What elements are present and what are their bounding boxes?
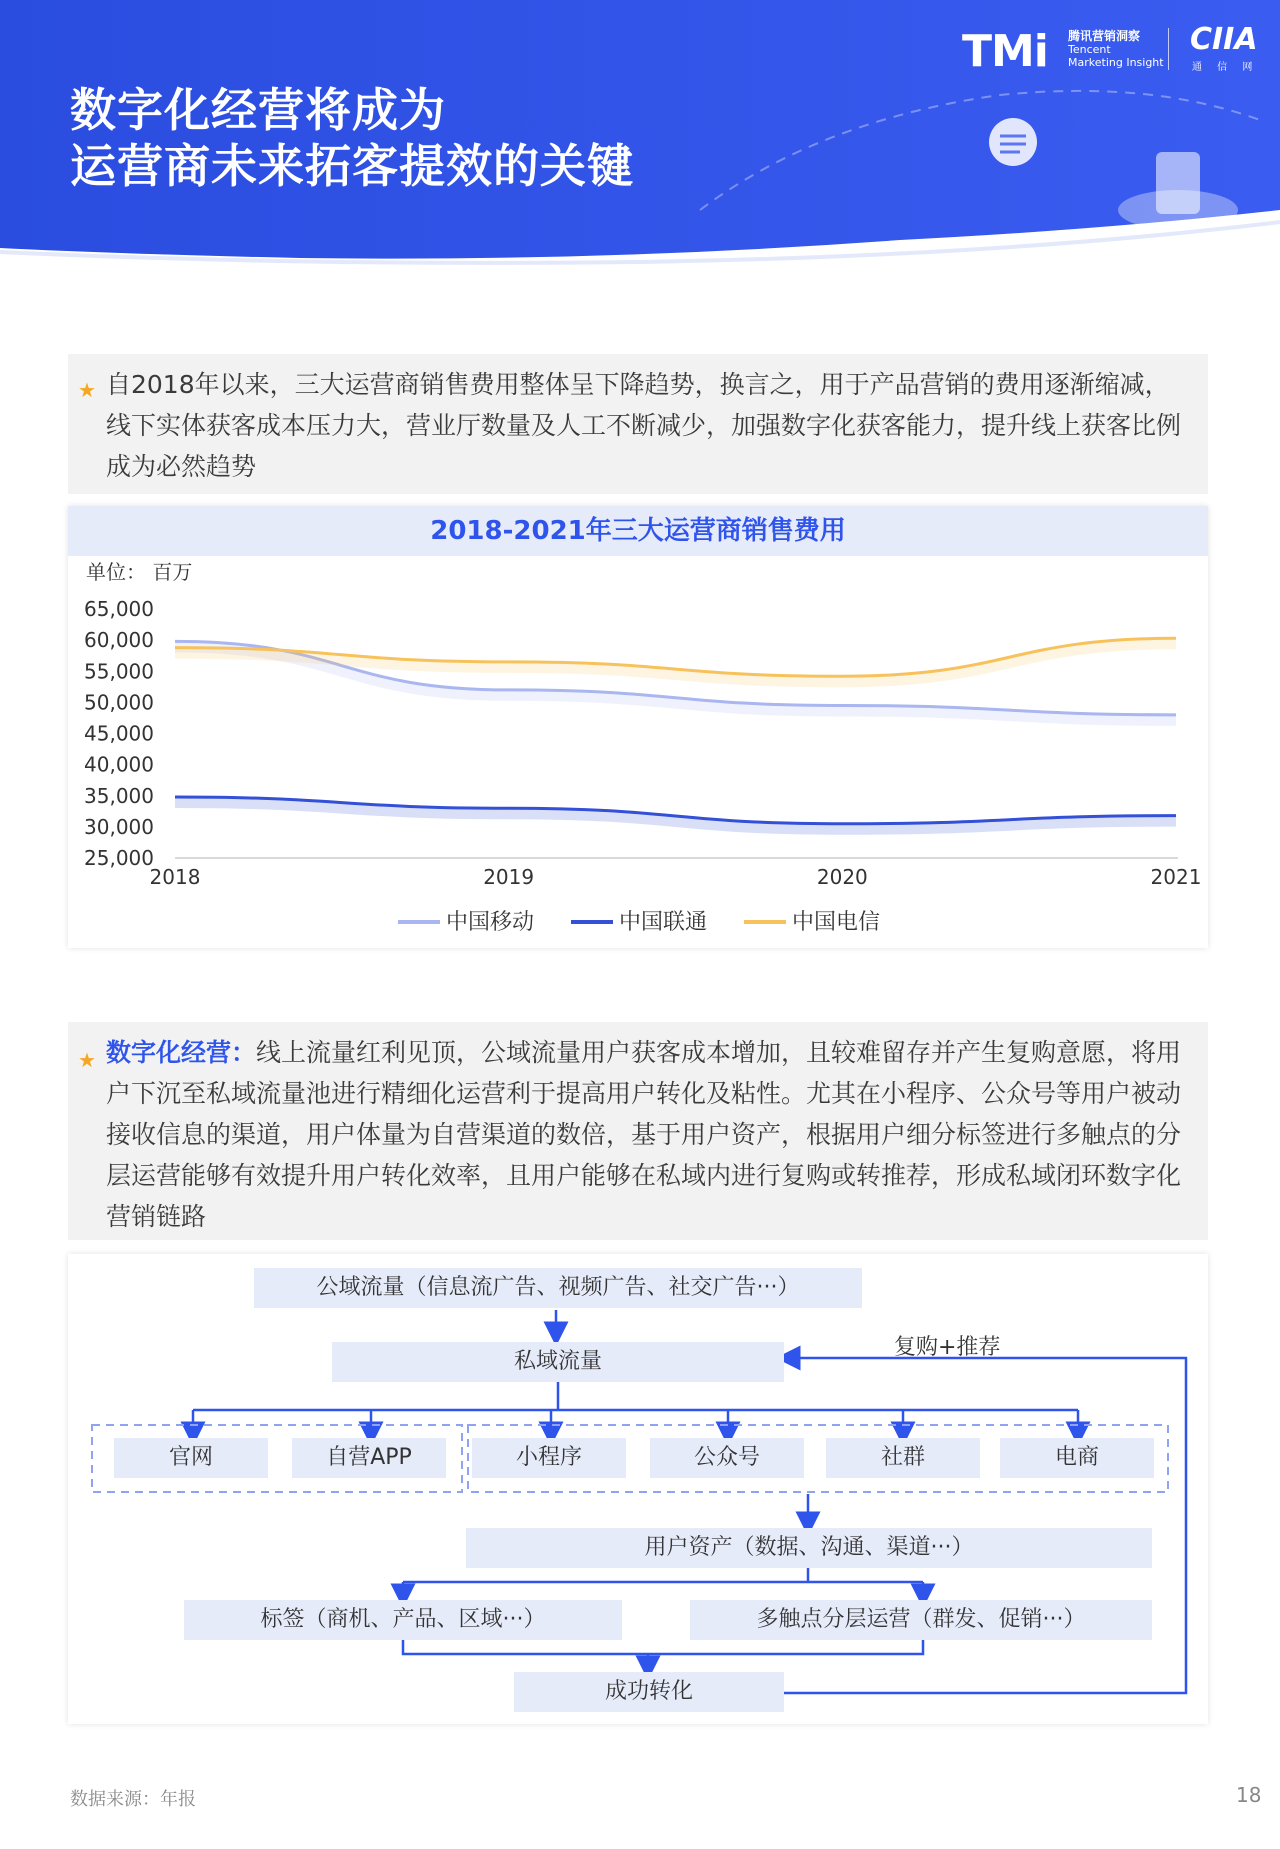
chart-canvas bbox=[68, 506, 1208, 948]
public-traffic-node: 公域流量（信息流广告、视频广告、社交广告···） bbox=[254, 1268, 862, 1308]
y-tick-label: 55,000 bbox=[84, 659, 154, 684]
intro-text: 自2018年以来，三大运营商销售费用整体呈下降趋势，换言之，用于产品营销的费用逐渐缩减，线下实体获客成本压力大，营业厅数量及人工不断减少，加强数字化获客能力，提升线上获客比例成为必然趋势 bbox=[106, 370, 1182, 481]
y-tick-label: 40,000 bbox=[84, 752, 154, 777]
digital-label: 数字化经营： bbox=[106, 1038, 257, 1067]
multi-touch-node: 多触点分层运营（群发、促销···） bbox=[690, 1600, 1152, 1640]
y-tick-label: 35,000 bbox=[84, 783, 154, 808]
y-tick-label: 30,000 bbox=[84, 814, 154, 839]
x-tick-label: 2018 bbox=[149, 865, 201, 889]
channel-app: 自营APP bbox=[292, 1438, 446, 1478]
y-tick-label: 65,000 bbox=[84, 597, 154, 621]
ciia-logo: CIIA bbox=[1190, 22, 1258, 57]
page-title: 数字化经营将成为 运营商未来拓客提效的关键 bbox=[70, 83, 634, 193]
channel-website: 官网 bbox=[114, 1438, 268, 1478]
page-header bbox=[0, 0, 1280, 270]
digital-text: 线上流量红利见顶，公域流量用户获客成本增加，且较难留存并产生复购意愿，将用户下沉至私域流量池进行精细化运营利于提高用户转化及粘性。尤其在小程序、公众号等用户被动接收信息的渠道，用户体量为自营渠道的数倍，基于用户资产，根据用户细分标签进行多触点的分层运营能够有效提升用户转化效率，且用户能够在私域内进行复购或转推荐，形成私域闭环数字化营销链路 bbox=[106, 1038, 1182, 1231]
x-tick-label: 2020 bbox=[816, 865, 868, 889]
user-assets-node: 用户资产（数据、沟通、渠道···） bbox=[466, 1528, 1152, 1568]
x-tick-label: 2021 bbox=[1150, 865, 1202, 889]
chart-unit-label: 单位： 百万 bbox=[86, 560, 193, 584]
ciia-logo-caption: 通 信 网 bbox=[1192, 62, 1259, 73]
tmi-logo-caption: 腾讯营销洞察 Tencent Marketing Insight bbox=[1068, 29, 1164, 69]
page-number: 18 bbox=[1236, 1783, 1262, 1807]
logo-divider bbox=[1168, 28, 1169, 70]
star-icon: ★ bbox=[78, 1048, 96, 1072]
sales-expense-chart bbox=[68, 506, 1208, 948]
channel-official-account: 公众号 bbox=[650, 1438, 804, 1478]
y-tick-label: 45,000 bbox=[84, 721, 154, 746]
y-tick-label: 60,000 bbox=[84, 628, 154, 653]
digital-textbox bbox=[68, 1022, 1208, 1240]
star-icon: ★ bbox=[78, 378, 96, 402]
intro-textbox bbox=[68, 354, 1208, 494]
flow-connectors bbox=[68, 1254, 1208, 1724]
success-conversion-node: 成功转化 bbox=[514, 1672, 784, 1712]
tags-node: 标签（商机、产品、区域···） bbox=[184, 1600, 622, 1640]
data-source: 数据来源：年报 bbox=[70, 1789, 196, 1810]
legend-label: 中国移动 bbox=[446, 910, 535, 935]
series-line-shadow bbox=[175, 644, 1176, 682]
cloud-icon bbox=[989, 118, 1037, 166]
repurchase-label: 复购+推荐 bbox=[894, 1335, 1001, 1360]
private-traffic-node: 私域流量 bbox=[332, 1342, 784, 1382]
channel-community: 社群 bbox=[826, 1438, 980, 1478]
legend-label: 中国联通 bbox=[619, 910, 708, 935]
chart-title: 2018-2021年三大运营商销售费用 bbox=[68, 506, 1208, 556]
x-tick-label: 2019 bbox=[483, 865, 535, 889]
channel-miniprogram: 小程序 bbox=[472, 1438, 626, 1478]
y-tick-label: 50,000 bbox=[84, 690, 154, 715]
legend-label: 中国电信 bbox=[792, 910, 881, 935]
flow-diagram bbox=[68, 1254, 1208, 1724]
tmi-logo: TMi bbox=[962, 26, 1048, 77]
channel-ecommerce: 电商 bbox=[1000, 1438, 1154, 1478]
y-tick-label: 25,000 bbox=[84, 846, 154, 870]
